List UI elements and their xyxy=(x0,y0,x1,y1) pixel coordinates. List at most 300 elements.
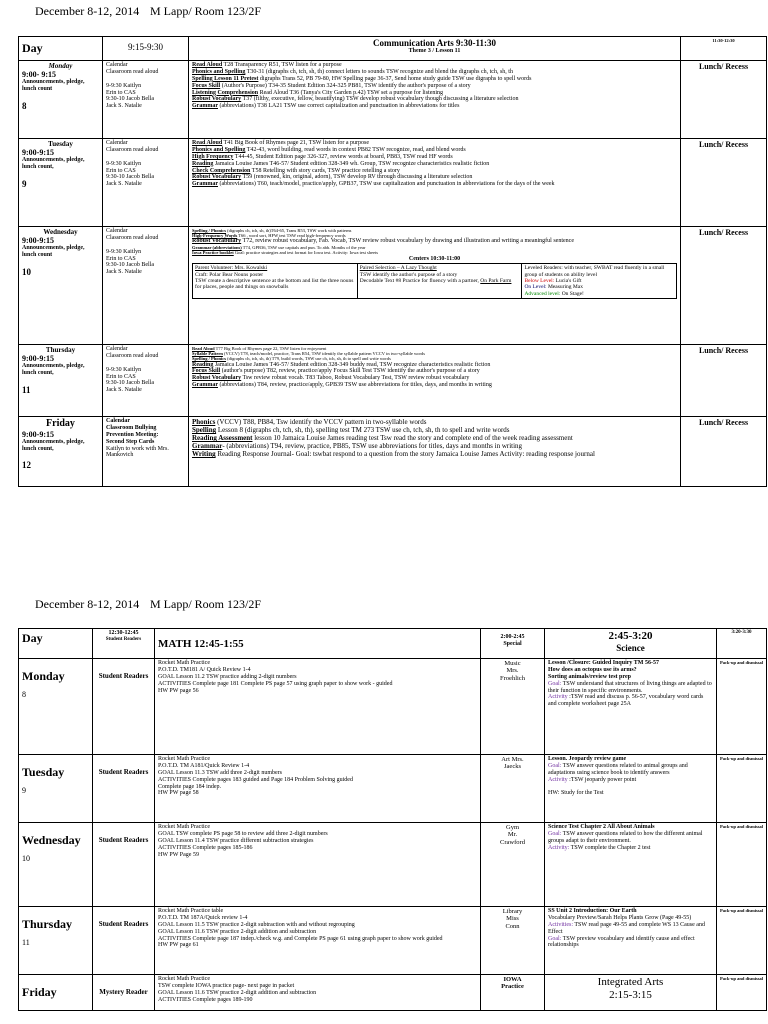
math-line: GOAL Lesson 11.4 TSW practice different subtraction strategies xyxy=(158,837,314,844)
science-cell xyxy=(545,975,717,1011)
lesson-text: (abbreviations) T38 LA21 TSW use correct capitalization and punctuation in abbreviations for titles xyxy=(218,103,460,110)
day-name: Thursday xyxy=(45,346,76,354)
calendar-line: 9-9:30 Kaitlyn xyxy=(106,248,142,255)
math-line: ACTIVITIES Complete page 181 Complete PS page 57 using graph paper to show work - guided xyxy=(158,680,393,687)
lesson-heading: High-Frequency Words xyxy=(192,233,238,239)
math-line: GOAL Lesson 11.3 TSW add three 2-digit numbers xyxy=(158,769,282,776)
col-comm-header: Communication Arts 9:30-11:30 Theme 3 / Lesson 11 xyxy=(189,37,681,61)
special-line: Practice xyxy=(501,983,524,991)
level-label: Below Level: xyxy=(524,278,556,285)
lesson-text: - (abbreviations) T94, review, practice, PB85, TSW use abbreviations for titles, days and months in writing xyxy=(222,442,523,451)
science-line xyxy=(548,777,713,784)
day-name: Wednesday xyxy=(22,833,81,847)
day-cell xyxy=(19,975,93,1011)
calendar-line: Jack S. Natalie xyxy=(106,181,142,188)
lesson-heading: Robust Vocabulary xyxy=(192,96,242,103)
math-line: ACTIVITIES Complete page 187 indep./check w.g. and Complete PS page 61 using graph paper to show work guided xyxy=(158,935,443,942)
lesson-heading: Robust Vocabulary xyxy=(192,375,242,382)
lesson-line xyxy=(192,83,677,90)
announcements: Announcements, pledge, lunch count, xyxy=(22,363,85,377)
calendar-line: 9-9:30 Kaitlyn xyxy=(106,160,142,167)
lesson-line xyxy=(192,62,677,69)
center-line: Leveled Readers: with teacher, SWBAT read fluently in a small group of students on ability level xyxy=(524,265,665,278)
science-text: How does an octopus use its arms? xyxy=(548,666,637,673)
day-number: 10 xyxy=(22,853,30,863)
lesson-text: digraphs Trans 52, PB 79-80, HW Spelling page 36-37, Send home study guide TSW use digraphs to spell words xyxy=(258,75,532,82)
page1-room: M Lapp/ Room 123/2F xyxy=(150,4,262,18)
calendar-line: Classroom read aloud xyxy=(106,68,159,75)
lesson-text: lesson 10 Jamaica Louise James reading test Tsw read the story and complete end of the week reading assessment xyxy=(252,434,573,443)
calendar-line: Erin to CAS xyxy=(106,167,136,174)
special-cell xyxy=(481,755,545,823)
lesson-heading: High Frequency xyxy=(192,153,234,160)
day-number: 8 xyxy=(22,689,26,699)
calendar-cell xyxy=(103,61,189,139)
lesson-line xyxy=(192,154,677,161)
calendar-line: Classroom Bullying Prevention Meeting: xyxy=(106,424,159,438)
lesson-line xyxy=(192,147,677,154)
lesson-heading: Phonics and Spelling xyxy=(192,146,246,153)
lesson-text: Jamaica Louise James T46-57/ Student edition 328-349 wh. Group, TSW recognize characteristics realistic fiction xyxy=(213,160,490,167)
center-paired-selection xyxy=(357,264,522,299)
lesson-heading: Phonics xyxy=(192,418,216,426)
lesson-heading: Read Aloud xyxy=(192,140,223,146)
table-row xyxy=(19,61,767,139)
science-text: Lesson. Jeopardy review game xyxy=(548,756,627,762)
lesson-heading: Read Aloud xyxy=(192,62,223,68)
lesson-heading: Grammar xyxy=(192,181,218,188)
science-cell xyxy=(545,823,717,907)
lesson-line xyxy=(192,442,677,450)
level-label: Advanced level: xyxy=(524,290,562,297)
morning-rows xyxy=(19,61,767,487)
col-math-header: MATH 12:45-1:55 xyxy=(155,629,481,659)
level-book: On Stage! xyxy=(561,290,584,297)
day-cell xyxy=(19,227,103,345)
lesson-heading: Grammar (abbreviations) xyxy=(192,245,242,251)
readers-label: Mystery Reader xyxy=(99,988,148,996)
lunch-label: Lunch/ Recess xyxy=(698,346,749,355)
calendar-line: 9:30-10 Jacob Bella xyxy=(106,380,154,387)
lesson-text: (digraphs ch, tch, sh, th)T64-65, Trans R53, TSW work with patterns xyxy=(226,228,352,233)
level-line xyxy=(524,291,674,297)
day-number: 11 xyxy=(22,937,30,947)
science-line xyxy=(548,831,713,845)
lesson-text: (VCCV) T78, teach/model, practice, Trans R54, TSW identify the syllable pattern VCCV in two-syllable words xyxy=(222,351,426,357)
day-name: Friday xyxy=(22,985,57,999)
readers-cell xyxy=(93,755,155,823)
page1-date: December 8-12, 2014 xyxy=(35,4,140,18)
calendar-line: Erin to CAS xyxy=(106,255,136,262)
lesson-heading: Grammar xyxy=(192,382,218,389)
calendar-line: Erin to CAS xyxy=(106,373,136,380)
special-line: Music xyxy=(504,660,521,667)
day-time: 9:00-9:15 xyxy=(22,429,54,439)
schedule-table-morning xyxy=(18,36,767,487)
calendar-cell xyxy=(103,227,189,345)
day-number: 8 xyxy=(22,101,27,112)
level-book: Measuring Max xyxy=(547,284,583,291)
lesson-text: T41 Big Book of Rhymes page 21, TSW listen for a purpose xyxy=(222,140,370,146)
page2-date: December 8-12, 2014 xyxy=(35,597,140,611)
center-line: Parent Volunteer: Mrs. Kowalski xyxy=(195,265,268,272)
level-book: Lucia's Gift xyxy=(555,278,582,285)
math-line: GOAL Lesson 11.6 TSW practice 2-digit addition and subtraction xyxy=(158,928,317,935)
pack-label: Pack-up and dismissal xyxy=(720,908,764,913)
lesson-heading: Robust Vocabulary xyxy=(192,174,242,181)
science-text: TSW read page 49-55 and complete WS 13 Cause and Effect xyxy=(548,921,705,935)
readers-cell xyxy=(93,907,155,975)
day-number: 11 xyxy=(22,385,31,396)
lesson-line xyxy=(192,69,677,76)
calendar-line: 9-9:30 Kaitlyn xyxy=(106,366,142,373)
lesson-text: T30-31 (digraphs ch, tch, sh, th) connect letters to sounds TSW recognize and blend the digraphs ch, tch, sh, th xyxy=(245,68,513,75)
page2-room: M Lapp/ Room 123/2F xyxy=(150,597,262,611)
lunch-cell xyxy=(681,61,767,139)
day-cell xyxy=(19,417,103,487)
science-text xyxy=(548,784,550,790)
science-text: TSW answer questions related to how the different animal groups adapt to their environment. xyxy=(548,830,703,844)
special-line: Art Mrs. xyxy=(501,756,524,763)
lesson-text: T28 Transparency R51, TSW listen for a purpose xyxy=(222,62,342,68)
math-line: Rocket Math Practice xyxy=(158,660,210,666)
day-name: Thursday xyxy=(22,917,73,931)
calendar-line: Jack S. Natalie xyxy=(106,269,142,276)
day-time: 9:00-9:15 xyxy=(22,354,54,364)
math-cell xyxy=(155,907,481,975)
math-cell xyxy=(155,975,481,1011)
readers-label: Student Readers xyxy=(98,768,149,776)
special-line: Froehlich xyxy=(500,674,525,682)
day-cell xyxy=(19,755,93,823)
lesson-heading: Reading xyxy=(192,160,214,167)
readers-label: Student Readers xyxy=(98,836,149,844)
lesson-line xyxy=(192,238,677,245)
math-line: TSW complete IOWA practice page- next page in packet xyxy=(158,982,295,989)
day-time: 9:00- 9:15 xyxy=(22,70,56,80)
day-number: 9 xyxy=(22,785,26,795)
science-label: Goal: xyxy=(548,935,562,942)
lesson-line xyxy=(192,103,677,110)
special-line: Conn xyxy=(505,922,520,930)
day-cell xyxy=(19,823,93,907)
math-line: HW PW page 58 xyxy=(158,790,199,797)
science-line xyxy=(548,915,713,922)
science-cell xyxy=(545,659,717,755)
table-row xyxy=(19,227,767,345)
col-lunch-header: 11:30-12:30 xyxy=(681,37,767,61)
lesson-text: T44-45, Student Edition page 326-327, review words at board, PB83, TSW read HF words xyxy=(233,153,453,160)
lesson-text: Reading Response Journal- Goal: tswbat respond to a question from the story Jamaica Louise James Activity: reading response journal xyxy=(215,450,595,459)
lesson-heading: Spelling xyxy=(192,426,217,435)
math-line: GOAL Lesson 11.6 TSW practice 2-digit addition and subtraction xyxy=(158,989,317,996)
lesson-line xyxy=(192,368,677,375)
special-line: Mrs. xyxy=(506,667,519,675)
math-cell xyxy=(155,659,481,755)
special-cell xyxy=(481,659,545,755)
calendar-line: Jack S. Natalie xyxy=(106,103,142,110)
special-line: Gym xyxy=(506,824,519,831)
science-text: TSW preview vocabulary and identify cause and effect relationships xyxy=(548,935,695,949)
day-cell xyxy=(19,345,103,417)
science-line xyxy=(548,763,713,777)
math-line: HW PW page 56 xyxy=(158,687,199,694)
pack-cell xyxy=(717,659,767,755)
special-line: Jaecks xyxy=(504,763,521,771)
pack-cell xyxy=(717,907,767,975)
science-text: SS Unit 2 Introduction: Our Earth xyxy=(548,908,637,914)
center-parent-volunteer xyxy=(193,264,358,299)
calendar-line: Calendar xyxy=(106,140,128,146)
calendar-line xyxy=(106,360,185,367)
table-row xyxy=(19,755,767,823)
table-row xyxy=(19,823,767,907)
lunch-cell xyxy=(681,227,767,345)
special-cell xyxy=(481,823,545,907)
lesson-text: Read Aloud T36 (Tanya's City Garden p.42) TSW set a purpose for listening xyxy=(258,89,444,96)
lesson-text: T42-43, word building, read words in context PB82 TSW recognize, read, and blend words xyxy=(245,146,466,153)
calendar-line xyxy=(106,242,185,249)
science-label: Activity: xyxy=(548,844,570,851)
announcements: Announcements, pledge, lunch count xyxy=(22,79,85,93)
lesson-heading: Spelling / Phonics xyxy=(192,228,227,233)
math-line: GOAL Lesson 11.5 TSW practice 2-digit subtraction with and without regrouping xyxy=(158,921,355,928)
calendar-line: Calendar xyxy=(106,62,128,68)
lesson-text: (digraphs ch, tch, sh, th) T79, build words, TSW use ch, tch, sh, th to spell and write words xyxy=(226,356,391,362)
lesson-text: (author's purpose) T82, review, practice/apply Focus Skill Test TSW identify the author's purpose of a story xyxy=(220,368,480,375)
col-day-header-2: Day xyxy=(19,629,93,659)
col-day-header: Day xyxy=(19,37,103,61)
readers-label: Student Readers xyxy=(98,920,149,928)
lesson-text: T66 , word sort, HFW test TSW read high-frequency words xyxy=(237,233,346,239)
pack-cell xyxy=(717,975,767,1011)
calendar-line: 9:30-10 Jacob Bella xyxy=(106,262,154,269)
special-line: IOWA xyxy=(503,976,522,983)
science-cell xyxy=(545,755,717,823)
science-line xyxy=(548,756,713,763)
calendar-line: Calendar xyxy=(106,228,128,234)
pack-label: Pack-up and dismissal xyxy=(720,976,764,981)
col-science-header: 2:45-3:20 Science xyxy=(545,629,717,659)
lesson-line xyxy=(192,434,677,442)
day-cell xyxy=(19,61,103,139)
calendar-cell xyxy=(103,139,189,227)
math-line: ACTIVITIES Complete pages 185-186 xyxy=(158,844,253,851)
col-special-header: 2:00-2:45 Special xyxy=(481,629,545,659)
lesson-heading: Spelling / Phonics xyxy=(192,356,227,362)
center-line: TSW identify the author's purpose of a story xyxy=(359,271,458,278)
calendar-cell xyxy=(103,345,189,417)
lesson-heading: Listening Comprehension xyxy=(192,89,259,96)
center-line: Craft: Polar Bear Nouns poster xyxy=(195,271,264,278)
math-line: HW PW page 61 xyxy=(158,942,199,949)
day-name: Monday xyxy=(48,62,73,70)
science-label: Goal: xyxy=(548,830,562,837)
center-line: Paired Selection – A Lazy Thought xyxy=(359,265,437,272)
calendar-line: 9-9:30 Kaitlyn xyxy=(106,82,142,89)
lesson-heading: Phonics and Spelling xyxy=(192,68,246,75)
day-cell xyxy=(19,659,93,755)
lesson-text: T58 Retelling with story cards, TSW practice retelling a story xyxy=(250,167,400,174)
lesson-text: (abbreviations) T84, review, practice/apply, GPB39 TSW use abbreviations for titles, days, and months in writing xyxy=(218,382,492,389)
lunch-cell xyxy=(681,139,767,227)
day-cell xyxy=(19,907,93,975)
math-cell xyxy=(155,823,481,907)
lesson-line xyxy=(192,76,677,83)
science-cell xyxy=(545,907,717,975)
lesson-text: T77 Big Book of Rhymes page 22, TSW listen for enjoyment xyxy=(214,346,327,351)
lesson-line xyxy=(192,426,677,434)
science-label: Activity xyxy=(548,694,568,701)
lesson-heading: Reading Assessment xyxy=(192,434,253,443)
integrated-line: Integrated Arts xyxy=(597,976,664,988)
science-line xyxy=(548,667,713,674)
lesson-heading: Spelling Lesson 11 Pretest xyxy=(192,75,259,82)
day-name: Tuesday xyxy=(22,765,65,779)
announcements: Announcements, pledge, lunch count, xyxy=(22,438,85,452)
math-line: Rocket Math Practice xyxy=(158,976,210,982)
col-time-header: 9:15-9:30 xyxy=(103,37,189,61)
calendar-line: Calendar xyxy=(106,418,130,424)
calendar-line: Classroom read aloud xyxy=(106,146,159,153)
day-number: 12 xyxy=(22,460,31,471)
table-row xyxy=(19,417,767,487)
schedule-table-afternoon xyxy=(18,628,767,1011)
lesson-heading: Read Aloud xyxy=(192,346,215,351)
lesson-text: T37 (filthy, executive, fellow, beautifying) TSW develop robust vocabulary though discussing a literature selection xyxy=(241,96,519,103)
pack-cell xyxy=(717,823,767,907)
special-line: Library xyxy=(502,908,523,915)
lesson-line xyxy=(192,161,677,168)
integrated-line: 2:15-3:15 xyxy=(609,988,652,1001)
center-leveled-readers xyxy=(522,264,677,299)
science-text: :TSW read and discuss p. 56-57, vocabulary word cards and complete worksheet page 25A xyxy=(548,694,704,708)
day-name: Friday xyxy=(46,418,75,429)
day-name: Tuesday xyxy=(48,140,73,148)
lesson-heading: Grammar xyxy=(192,103,218,110)
lesson-line xyxy=(192,181,677,188)
science-text: Vocabulary Preview/Sarah Helps Plants Grow (Page 49-55) xyxy=(548,914,692,921)
science-text: HW: Study for the Test xyxy=(548,790,604,797)
calendar-line: Calendar xyxy=(106,346,128,352)
science-line xyxy=(548,908,713,915)
calendar-line: 9:30-10 Jacob Bella xyxy=(106,96,154,103)
math-line: ACTIVITIES Complete pages 183 guided and Page 184 Problem Solving guided xyxy=(158,776,353,783)
col-readers-header: 12:30-12:45 Student Readers xyxy=(93,629,155,659)
lesson-text: T72, review robust vocabulary, Fab. Vocab, TSW review robust vocabulary by drawing and illustration and writing a meaningful sentence xyxy=(241,238,574,245)
calendar-line: Classroom read aloud xyxy=(106,234,159,241)
readers-cell xyxy=(93,659,155,755)
readers-cell xyxy=(93,823,155,907)
lesson-line xyxy=(192,450,677,458)
special-cell xyxy=(481,907,545,975)
science-text: Sorting animals/review test prep xyxy=(548,673,631,680)
science-line xyxy=(548,790,713,797)
special-cell xyxy=(481,975,545,1011)
pack-cell xyxy=(717,755,767,823)
math-line: GOAL TSW complete PS page 58 to review add three 2-digit numbers xyxy=(158,830,328,837)
math-line: GOAL Lesson 11.2 TSW practice adding 2-digit numbers xyxy=(158,673,297,680)
lesson-line xyxy=(192,382,677,389)
table-row xyxy=(19,975,767,1011)
lesson-heading: Reading xyxy=(192,361,214,368)
pack-label: Pack-up and dismissal xyxy=(720,756,764,761)
lesson-line xyxy=(192,418,677,426)
table-row xyxy=(19,907,767,975)
lunch-cell xyxy=(681,417,767,487)
book-title: On Park Farm xyxy=(480,278,512,285)
science-line xyxy=(548,681,713,695)
comm-arts-cell xyxy=(189,139,681,227)
math-line: Rocket Math Practice xyxy=(158,824,210,830)
lesson-heading: Robust Vocabulary xyxy=(192,238,242,245)
science-line xyxy=(548,922,713,936)
science-text: Lesson /Closure: Guided Inquiry TM 56-57 xyxy=(548,660,659,666)
afternoon-rows xyxy=(19,659,767,1011)
lesson-text: Lesson 8 (digraphs ch, tch, sh, th), spelling test TM 273 TSW use ch, tch, sh, th to spell and write words xyxy=(216,426,510,435)
day-number: 9 xyxy=(22,179,27,190)
table-row xyxy=(19,345,767,417)
calendar-line: Kaitlyn to work with Mrs. Mankovich xyxy=(106,445,169,459)
calendar-line: Classroom read aloud xyxy=(106,352,159,359)
lesson-text: (abbreviations) T60, teach/model, practice/apply, GPB37, TSW use capitalization and punctuation in abbreviations for the days of the week xyxy=(218,181,555,188)
lesson-text: (VCCV) T88, PB84, Tsw identify the VCCV pattern in two-syllable words xyxy=(215,418,427,426)
lesson-heading: Check Comprehension xyxy=(192,167,251,174)
calendar-line: Erin to CAS xyxy=(106,89,136,96)
announcements: Announcements, pledge, lunch count xyxy=(22,245,85,259)
science-line xyxy=(548,674,713,681)
math-line: HW PW Page 59 xyxy=(158,851,199,858)
special-line: Mr. xyxy=(507,831,518,839)
lesson-text: Jamaica Louise James T46-57/ Student edition 328-349 buddy read, TSW recognize characteristics realistic fiction xyxy=(213,361,491,368)
science-text: :TSW jeopardy power point xyxy=(567,776,637,783)
lesson-heading: Iowa Practice booklet xyxy=(192,250,234,256)
science-text: TSW answer questions related to animal groups and adaptations using science book to identify answers xyxy=(548,762,688,776)
calendar-line: Jack S. Natalie xyxy=(106,387,142,394)
readers-cell xyxy=(93,975,155,1011)
day-time: 9:00-9:15 xyxy=(22,148,54,158)
day-number: 10 xyxy=(22,267,31,278)
lesson-heading: Grammar xyxy=(192,442,223,451)
day-name: Monday xyxy=(22,669,65,683)
readers-label: Student Readers xyxy=(98,672,149,680)
pack-label: Pack-up and dismissal xyxy=(720,660,764,665)
comm-arts-cell xyxy=(189,417,681,487)
lunch-label: Lunch/ Recess xyxy=(698,228,749,237)
comm-arts-cell xyxy=(189,227,681,345)
math-line: P.O.T.D. TM181 A/ Quick Review 1-4 xyxy=(158,666,251,673)
calendar-cell xyxy=(103,417,189,487)
math-line: Rocket Math Practice xyxy=(158,756,210,762)
comm-arts-cell xyxy=(189,61,681,139)
pack-label: Pack-up and dismissal xyxy=(720,824,764,829)
day-time: 9:00-9:15 xyxy=(22,236,54,246)
math-cell xyxy=(155,755,481,823)
lesson-heading: Focus Skill xyxy=(192,368,221,375)
science-label: Activities: xyxy=(548,921,573,928)
table-row xyxy=(19,139,767,227)
science-text: Science Test Chapter 2 All About Animals xyxy=(548,824,655,830)
lesson-text: (Author's Purpose) T34-35 Student Edition 324-325 PB81, TSW identify the author's purpose of a story xyxy=(220,82,471,89)
special-line: Crawford xyxy=(500,838,525,846)
science-line xyxy=(548,660,713,667)
day-cell xyxy=(19,139,103,227)
science-line xyxy=(548,694,713,708)
lesson-heading: Writing xyxy=(192,450,216,459)
comm-arts-cell xyxy=(189,345,681,417)
calendar-line: Second Step Cards xyxy=(106,438,155,445)
science-label: Goal: xyxy=(548,762,562,769)
